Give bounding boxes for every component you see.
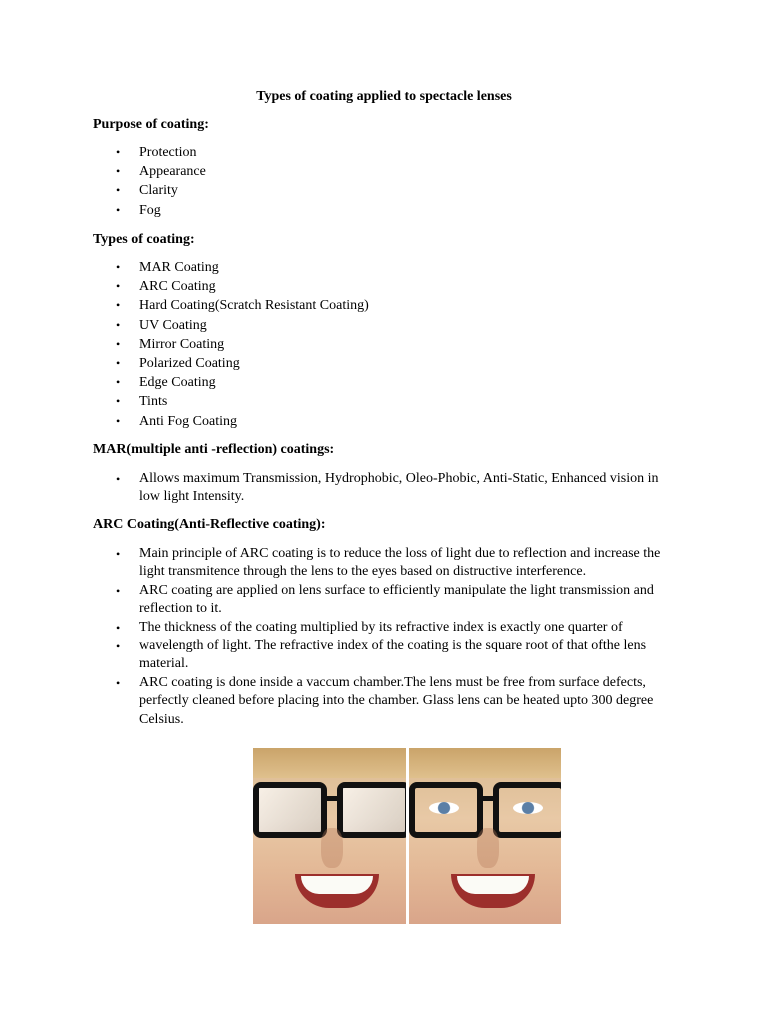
uncoated-lens-photo <box>253 748 406 924</box>
list-item: • MAR Coating <box>0 258 679 277</box>
list-item: • The thickness of the coating multiplied by its refractive index is exactly one quarter of <box>0 619 679 637</box>
arc-list <box>0 545 679 729</box>
lens-comparison-photo <box>253 748 561 924</box>
list-item: • Allows maximum Transmission, Hydrophobic, Oleo-Phobic, Anti-Static, Enhanced vision in low light Intensity. <box>116 471 659 505</box>
list-item: • wavelength of light. The refractive index of the coating is the square root of that ofthe lens material. <box>116 638 647 672</box>
bullet-icon: • <box>116 183 121 198</box>
list-item: • Mirror Coating <box>0 335 679 354</box>
mar-heading: MAR(multiple anti -reflection) coatings: <box>93 442 335 457</box>
arc-heading: ARC Coating(Anti-Reflective coating): <box>93 517 326 532</box>
list-item: • Edge Coating <box>0 373 679 392</box>
types-heading: Types of coating: <box>93 232 195 247</box>
list-item: • ARC coating are applied on lens surface to efficiently manipulate the light transmission and reflection to it. <box>116 582 654 617</box>
glasses-frame-icon <box>337 782 406 838</box>
list-item: • ARC Coating <box>0 277 679 296</box>
bullet-icon: • <box>116 547 121 561</box>
bullet-icon: • <box>116 394 121 409</box>
bullet-icon: • <box>116 583 121 598</box>
bullet-icon: • <box>116 675 121 690</box>
bullet-icon: • <box>116 472 121 486</box>
bullet-icon: • <box>116 317 121 332</box>
list-item: • Fog <box>0 201 679 220</box>
list-item: • Anti Fog Coating <box>0 412 679 431</box>
bullet-icon: • <box>116 279 121 294</box>
glasses-frame-icon <box>253 782 327 838</box>
list-item: • Tints <box>0 392 679 411</box>
list-item: • Clarity <box>0 181 679 200</box>
list-item: • Appearance <box>0 162 679 181</box>
purpose-heading: Purpose of coating: <box>93 117 209 132</box>
bullet-icon: • <box>116 336 121 351</box>
list-item: • Hard Coating(Scratch Resistant Coating) <box>0 296 679 315</box>
list-item: • Main principle of ARC coating is to reduce the loss of light due to reflection and increase the light transmitence through the lens to the eyes based on distructive interference. <box>116 546 661 580</box>
bullet-icon: • <box>116 413 121 428</box>
bullet-icon: • <box>116 164 121 179</box>
eye <box>429 802 459 814</box>
eye <box>513 802 543 814</box>
bullet-icon: • <box>116 202 121 217</box>
bullet-icon: • <box>116 145 121 159</box>
mar-list <box>0 470 679 507</box>
glasses-frame-icon <box>409 782 483 838</box>
lens-glare <box>259 788 321 832</box>
page-title: Types of coating applied to spectacle lenses <box>256 89 512 104</box>
purpose-list <box>0 143 679 220</box>
lens-glare <box>343 788 405 832</box>
list-item: • UV Coating <box>0 316 679 335</box>
bullet-icon: • <box>116 639 121 654</box>
bullet-icon: • <box>116 375 121 390</box>
bullet-icon: • <box>116 298 121 313</box>
list-item: • Protection <box>0 143 679 162</box>
bullet-icon: • <box>116 260 121 274</box>
coated-lens-photo <box>409 748 562 924</box>
glasses-frame-icon <box>493 782 562 838</box>
list-item: • Polarized Coating <box>0 354 679 373</box>
bullet-icon: • <box>116 356 121 371</box>
list-item: • ARC coating is done inside a vaccum chamber.The lens must be free from surface defects, perfectly cleaned before placing into the chamber. Glass lens can be heated upto 300 degree Celsius. <box>116 674 654 727</box>
types-list <box>0 258 679 431</box>
bullet-icon: • <box>116 620 121 635</box>
